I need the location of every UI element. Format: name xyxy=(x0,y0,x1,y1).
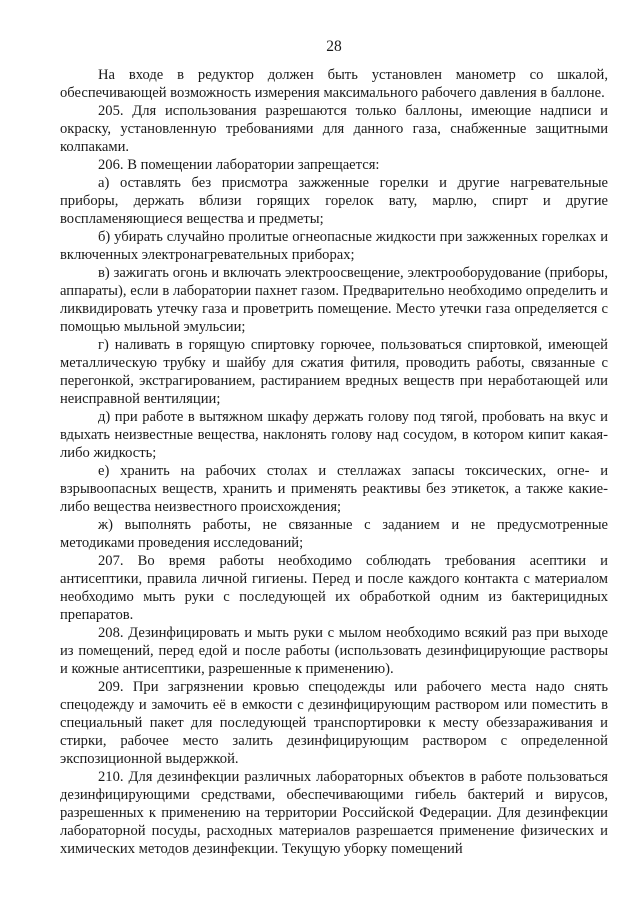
paragraph-208: 208. Дезинфицировать и мыть руки с мылом необходимо всякий раз при выходе из помещений, перед едой и после работы (использовать дезинфицирующие растворы и кожные антисептики, разрешенные к применению). xyxy=(60,625,608,677)
paragraph-206-e: е) хранить на рабочих столах и стеллажах запасы токсических, огне- и взрывоопасных веществ, хранить и применять реактивы без этикеток, а также какие-либо вещества неизвестного происхождения; xyxy=(60,463,608,515)
paragraph-206-v: в) зажигать огонь и включать электроосвещение, электрооборудование (приборы, аппараты), если в лаборатории пахнет газом. Предварительно необходимо определить и ликвидировать утечку газа и проветрить помещение. Место утечки газа определяется с помощью мыльной эмульсии; xyxy=(60,265,608,335)
paragraph-206: 206. В помещении лаборатории запрещается: xyxy=(98,157,380,173)
paragraph-205: 205. Для использования разрешаются только баллоны, имеющие надписи и окраску, установленную требованиями для данного газа, снабженные защитными колпаками. xyxy=(60,103,608,155)
paragraph-210: 210. Для дезинфекции различных лабораторных объектов в работе пользоваться дезинфицирующими средствами, обеспечивающими гибель бактерий и вирусов, разрешенных к применению на территории Российской Федерации. Для дезинфекции лабораторной посуды, расходных материалов разрешается применение физических и химических методов дезинфекции. Текущую уборку помещений xyxy=(60,769,608,857)
paragraph-206-a: а) оставлять без присмотра зажженные горелки и другие нагревательные приборы, держать вблизи горящих горелок вату, марлю, спирт и другие воспламеняющиеся вещества и предметы; xyxy=(60,175,608,227)
document-body xyxy=(60,66,608,858)
paragraph-206-b: б) убирать случайно пролитые огнеопасные жидкости при зажженных горелках и включенных электронагревательных приборах; xyxy=(60,229,608,263)
paragraph-206-zh: ж) выполнять работы, не связанные с заданием и не предусмотренные методиками проведения исследований; xyxy=(60,517,608,551)
paragraph-206-d: д) при работе в вытяжном шкафу держать голову под тягой, пробовать на вкус и вдыхать неизвестные вещества, наклонять голову над сосудом, в котором кипит какая-либо жидкость; xyxy=(60,409,608,461)
paragraph-207: 207. Во время работы необходимо соблюдать требования асептики и антисептики, правила личной гигиены. Перед и после каждого контакта с материалом необходимо мыть руки с последующей их обработкой одним из бактерицидных препаратов. xyxy=(60,553,608,623)
paragraph-209: 209. При загрязнении кровью спецодежды или рабочего места надо снять спецодежду и замочить её в емкости с дезинфицирующим раствором или поместить в специальный пакет для последующей транспортировки к месту обеззараживания и стирки, рабочее место залить дезинфицирующим раствором с определенной экспозиционной выдержкой. xyxy=(60,679,608,767)
page-number: 28 xyxy=(326,38,342,55)
paragraph-206-g: г) наливать в горящую спиртовку горючее, пользоваться спиртовкой, имеющей металлическую трубку и шайбу для сжатия фитиля, проводить работы, связанные с перегонкой, экстрагированием, растиранием вредных веществ при неработающей или неисправной вентиляции; xyxy=(60,337,608,407)
paragraph-manometer: На входе в редуктор должен быть установлен манометр со шкалой, обеспечивающей возможность измерения максимального рабочего давления в баллоне. xyxy=(60,67,608,101)
